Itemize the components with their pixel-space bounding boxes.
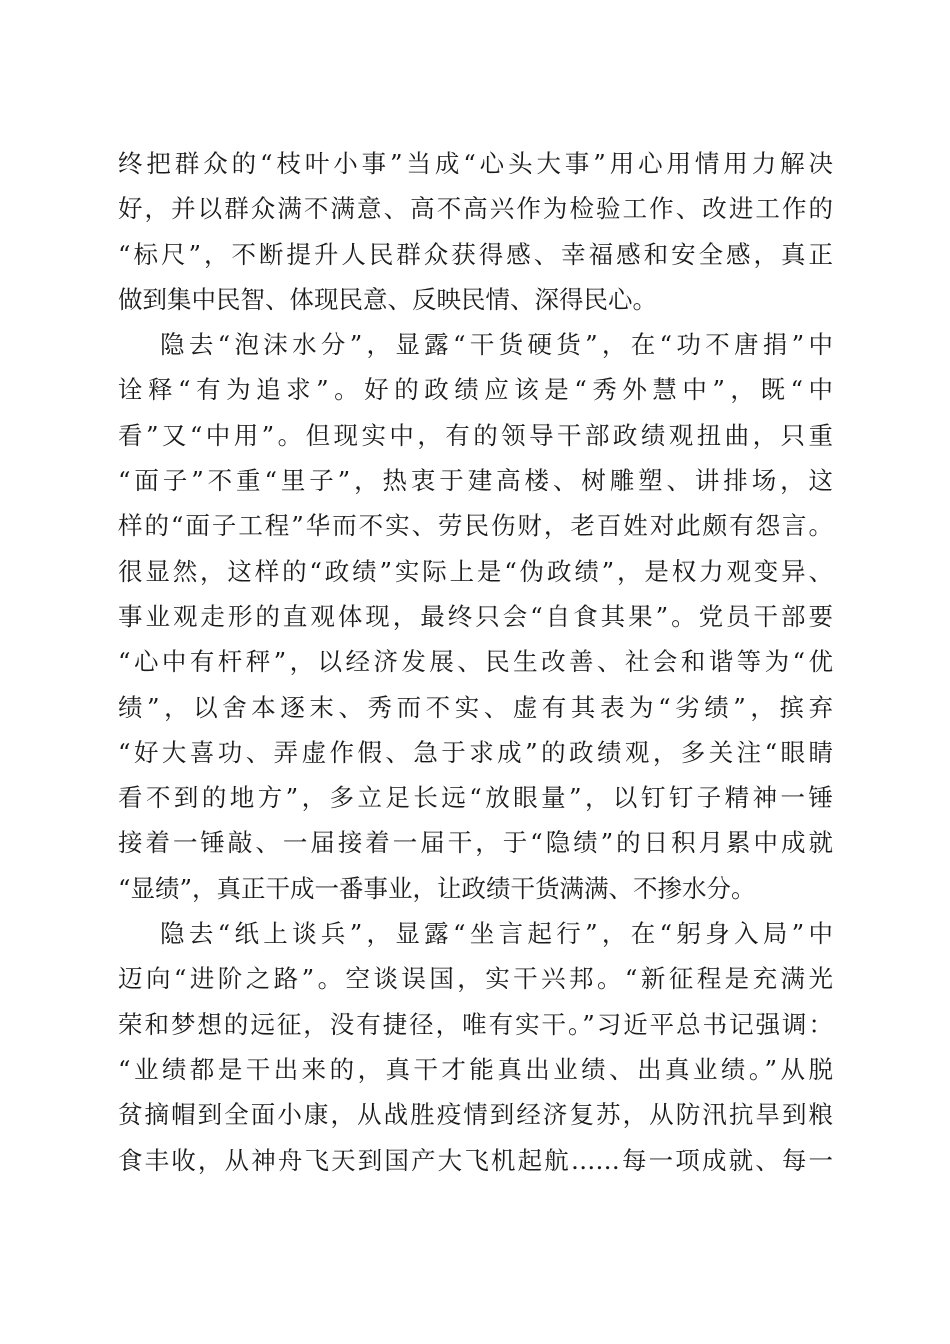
text-line: 迈向“进阶之路”。空谈误国，实干兴邦。“新征程是充满光 (118, 964, 833, 994)
text-line: “面子”不重“里子”，热衷于建高楼、树雕塑、讲排场，这 (118, 466, 833, 496)
paragraph (118, 911, 833, 1183)
body-text (118, 141, 833, 1183)
text-line: “好大喜功、弄虚作假、急于求成”的政绩观，多关注“眼睛 (118, 737, 833, 767)
text-line: 荣和梦想的远征，没有捷径，唯有实干。”习近平总书记强调： (118, 1009, 833, 1039)
text-line: 终把群众的“枝叶小事”当成“心头大事”用心用情用力解决 (118, 149, 833, 178)
text-line: 绩”，以舍本逐末、秀而不实、虚有其表为“劣绩”，摈弃 (118, 692, 833, 722)
paragraph (118, 322, 833, 911)
text-line: 做到集中民智、体现民意、反映民情、深得民心。 (118, 284, 657, 314)
text-line: 隐去“纸上谈兵”，显露“坐言起行”，在“躬身入局”中 (160, 919, 833, 949)
paragraph (118, 141, 833, 322)
text-line: 看”又“中用”。但现实中，有的领导干部政绩观扭曲，只重 (118, 420, 833, 450)
text-line: 很显然，这样的“政绩”实际上是“伪政绩”，是权力观变异、 (118, 556, 833, 586)
text-line: 事业观走形的直观体现，最终只会“自食其果”。党员干部要 (118, 601, 833, 631)
text-line: “标尺”，不断提升人民群众获得感、幸福感和安全感，真正 (118, 239, 833, 269)
text-line: 好，并以群众满不满意、高不高兴作为检验工作、改进工作的 (118, 194, 833, 224)
text-line: 隐去“泡沫水分”，显露“干货硬货”，在“功不唐捐”中 (160, 330, 833, 360)
text-line: 食丰收，从神舟飞天到国产大飞机起航……每一项成就、每一 (118, 1145, 833, 1175)
text-line: 看不到的地方”，多立足长远“放眼量”，以钉钉子精神一锤 (118, 783, 833, 813)
text-line: “显绩”，真正干成一番事业，让政绩干货满满、不掺水分。 (118, 873, 756, 903)
text-line: “心中有杆秤”，以经济发展、民生改善、社会和谐等为“优 (118, 647, 833, 677)
text-line: 诠释“有为追求”。好的政绩应该是“秀外慧中”，既“中 (118, 375, 833, 405)
text-line: 贫摘帽到全面小康，从战胜疫情到经济复苏，从防汛抗旱到粮 (118, 1100, 833, 1130)
text-line: 样的“面子工程”华而不实、劳民伤财，老百姓对此颇有怨言。 (118, 511, 833, 541)
text-line: “业绩都是干出来的，真干才能真出业绩、出真业绩。”从脱 (118, 1054, 833, 1084)
text-line: 接着一锤敲、一届接着一届干，于“隐绩”的日积月累中成就 (118, 828, 833, 858)
